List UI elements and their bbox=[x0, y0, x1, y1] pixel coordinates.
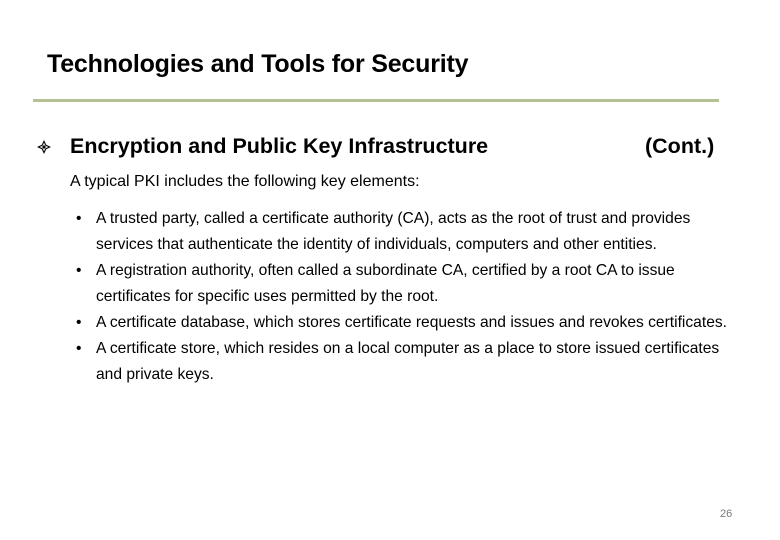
list-item-text: A certificate database, which stores certificate requests and issues and revokes certificates. bbox=[96, 314, 727, 331]
list-item bbox=[76, 310, 744, 336]
bullet-dot: • bbox=[76, 340, 82, 357]
list-item-text: A registration authority, often called a subordinate CA, certified by a root CA to issue certificates for specific uses permitted by the root. bbox=[96, 262, 675, 305]
diamond-bullet-icon bbox=[36, 139, 52, 155]
page-number: 26 bbox=[720, 508, 733, 520]
list-item-text: A trusted party, called a certificate authority (CA), acts as the root of trust and provides services that authenticate the identity of individuals, computers and other entities. bbox=[96, 210, 691, 253]
bullet-list bbox=[76, 206, 744, 388]
list-item bbox=[76, 258, 744, 310]
list-item-text: A certificate store, which resides on a local computer as a place to store issued certificates and private keys. bbox=[96, 340, 720, 383]
list-item bbox=[76, 206, 744, 258]
title-divider bbox=[33, 99, 719, 102]
bullet-dot: • bbox=[76, 210, 82, 227]
bullet-dot: • bbox=[76, 262, 82, 279]
section-heading: Encryption and Public Key Infrastructure bbox=[70, 134, 489, 158]
slide-title: Technologies and Tools for Security bbox=[47, 50, 469, 78]
bullet-dot: • bbox=[76, 314, 82, 331]
section-heading-suffix: (Cont.) bbox=[645, 134, 715, 158]
list-item bbox=[76, 336, 744, 388]
intro-text: A typical PKI includes the following key elements: bbox=[70, 173, 420, 190]
